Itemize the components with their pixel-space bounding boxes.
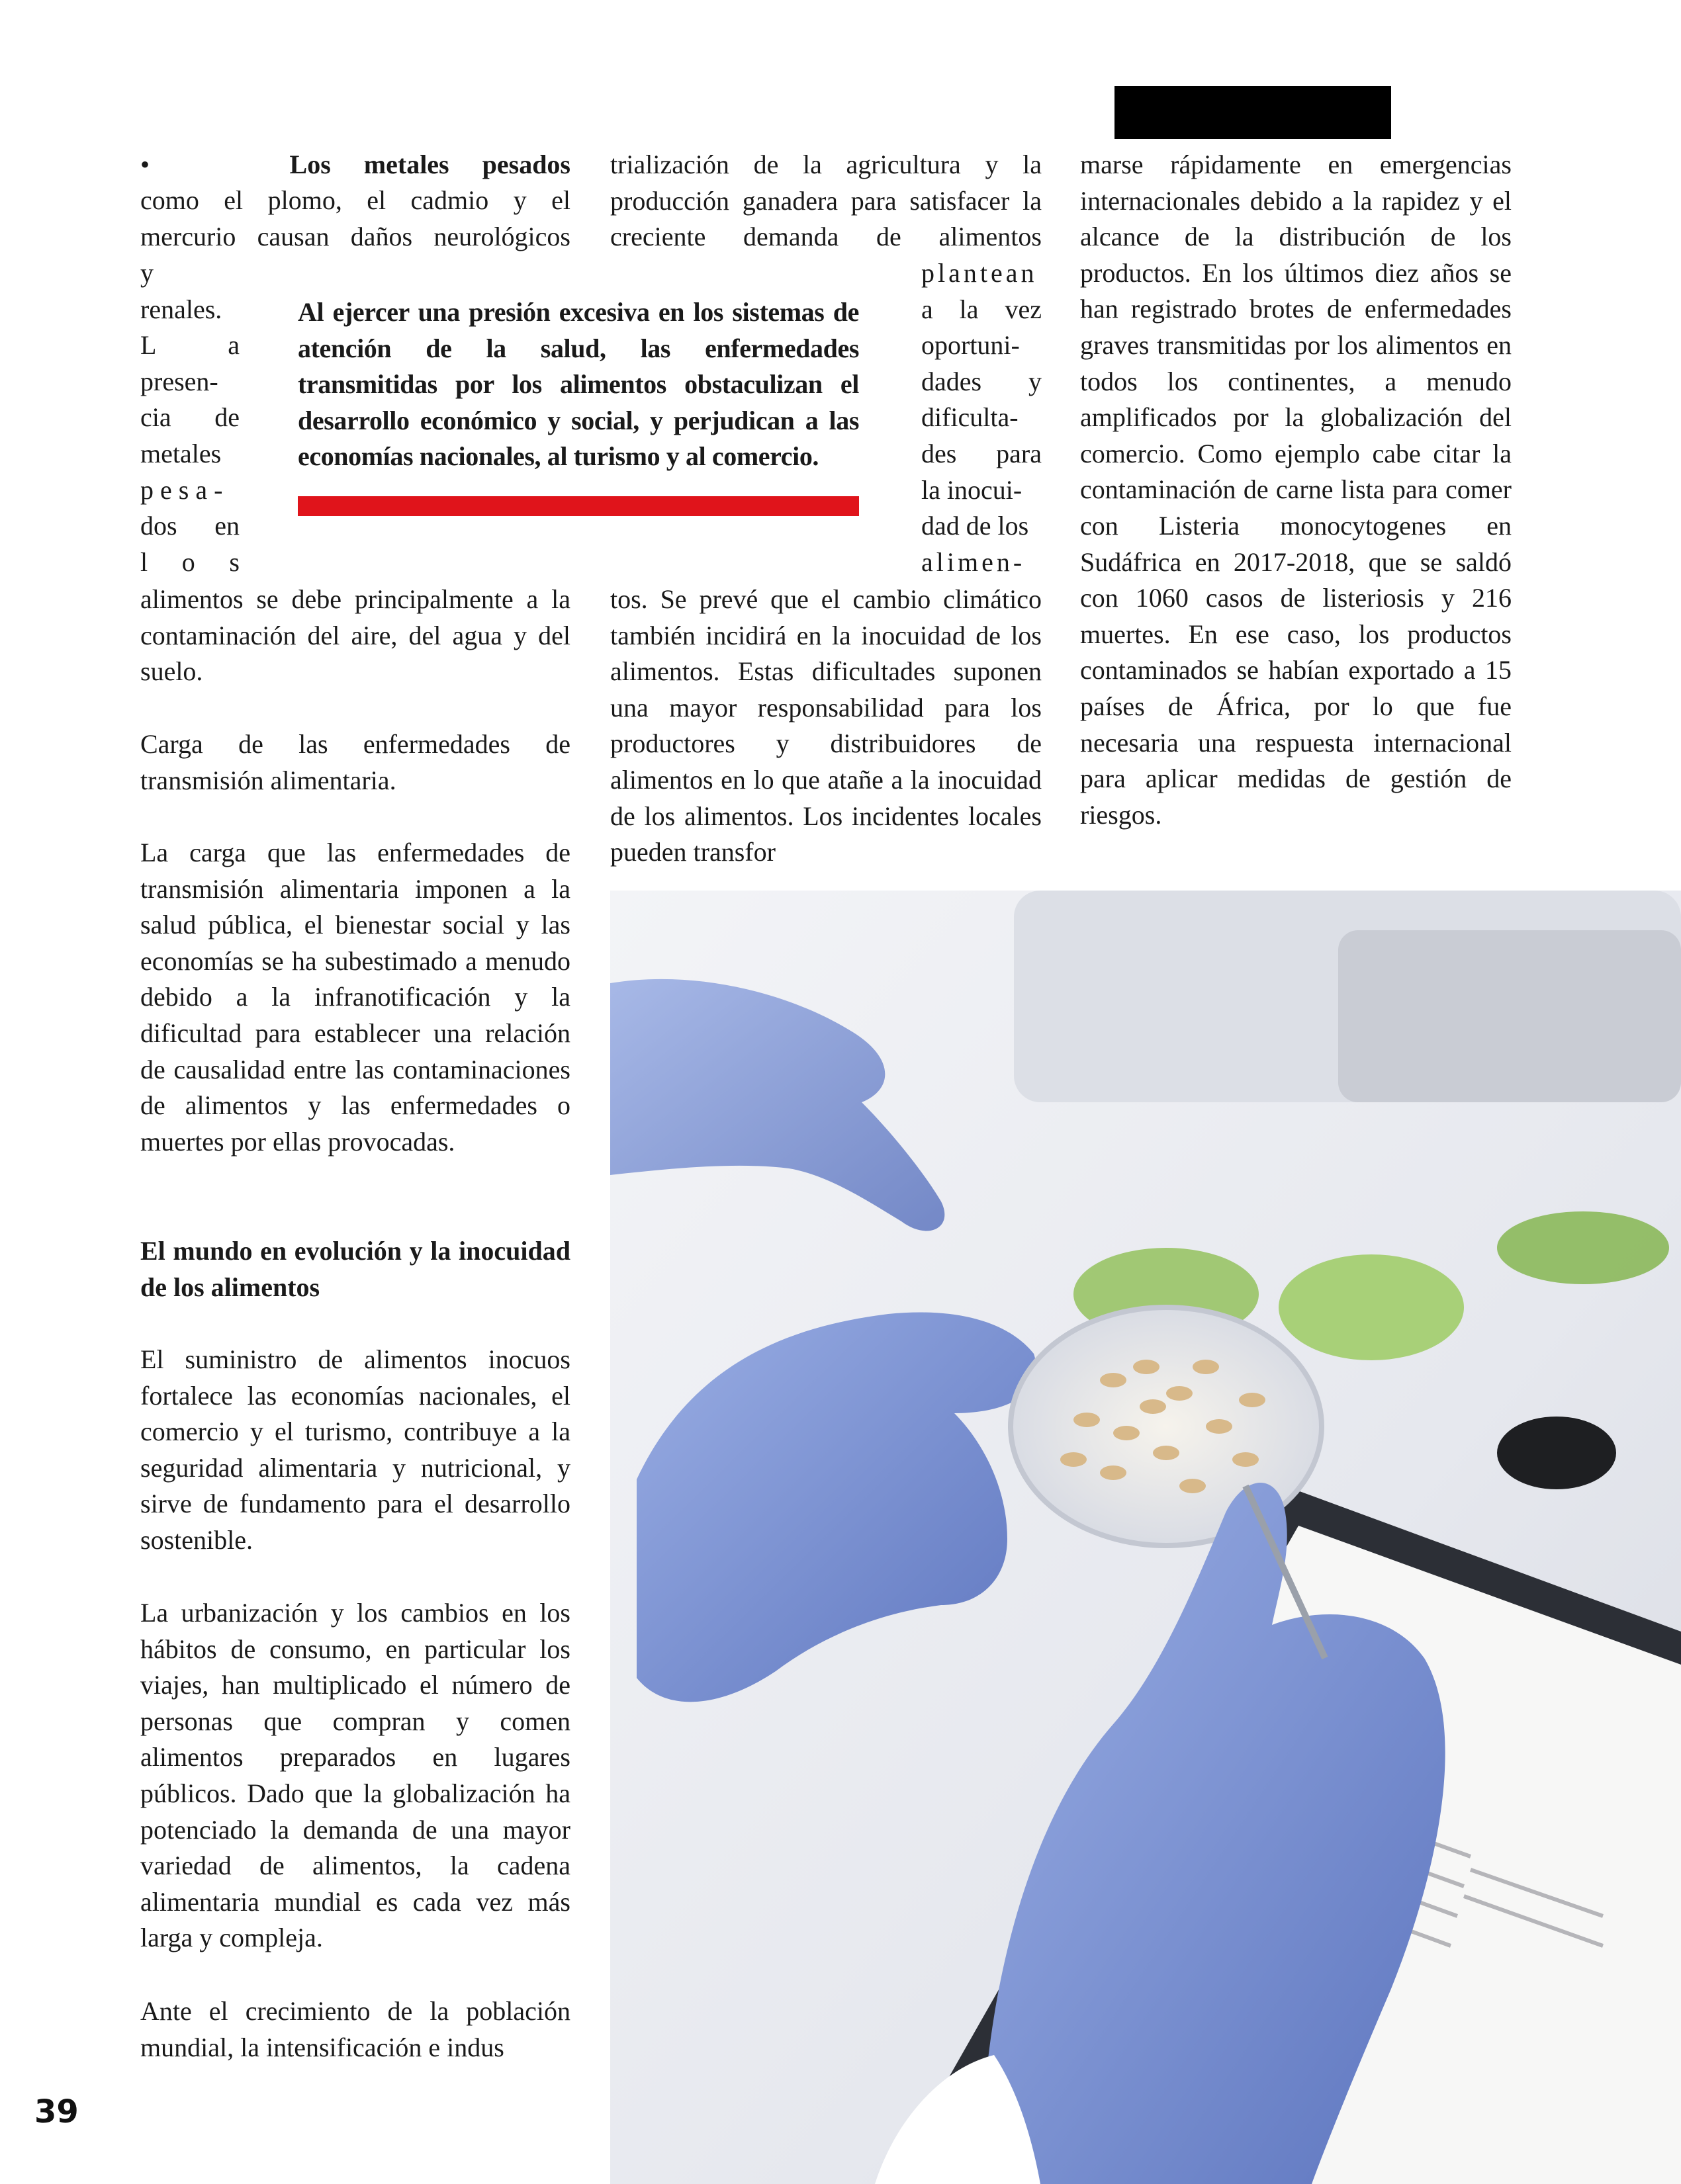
col2-wrap-lines (921, 255, 1042, 580)
lead-bold: Los metales pesados (289, 150, 570, 179)
wrap-line: oportuni- (921, 330, 1020, 361)
wrap-line: plantean (921, 258, 1038, 288)
wrap-line: alimen- (921, 546, 1026, 577)
wrap-line: l o s (140, 546, 240, 577)
wrap-line: dad de los (921, 511, 1029, 541)
wrap-line: L a (140, 330, 240, 361)
col1-bullet-line (140, 147, 570, 183)
col1-wrap-lines (140, 255, 240, 580)
col2-bottom-text: tos. Se prevé que el cambio climático también incidirá en la inocuidad de los alimentos. Estas dificultades suponen una mayor responsabilidad para los productores y distribuidores de alimentos en lo que atañe a la inocuidad de los alimentos. Los incidentes locales pueden transfor (610, 584, 1042, 867)
pull-quote-red-rule (298, 496, 859, 516)
col1-carga-paragraph: La carga que las enfermedades de transmisión alimentaria imponen a la salud pública, el bienestar social y las economías se ha subestimado a menudo debido a la infranotificación y la dificultad para establecer una relación de causalidad entre las contaminaciones de alimentos y las enfermedades o muertes por ellas provocadas. (140, 838, 570, 1157)
col1-carga-title: Carga de las enfermedades de transmisión alimentaria. (140, 729, 570, 795)
wrap-line: renales. (140, 294, 222, 324)
wrap-line: cia de (140, 402, 240, 433)
wrap-line: dos en (140, 511, 240, 541)
col1-crecimiento-paragraph: Ante el crecimiento de la población mundial, la intensificación e indus (140, 1996, 570, 2062)
col3-text: marse rápidamente en emergencias internacionales debido a la rapidez y el alcance de la distribución de los productos. En los últimos diez años se han registrado brotes de enfermedades graves transmitidas por los alimentos en todos los continentes, a menudo amplificados por la globalización del comercio. Como ejemplo cabe citar la contaminación de carne lista para comer con Listeria monocytogenes en Sudáfrica en 2017-2018, que se saldó con 1060 casos de listeriosis y 216 muertes. En ese caso, los productos contaminados se habían exportado a 15 países de África, por lo que fue necesaria una respuesta internacional para aplicar medidas de gestión de riesgos. (1080, 150, 1512, 830)
wrap-line: a la vez (921, 294, 1042, 324)
wrap-line: metales (140, 438, 222, 468)
wrap-line: dades y (921, 366, 1042, 396)
header-black-bar (1114, 86, 1391, 139)
lab-photo-gloved-hands-petri-dish (610, 891, 1681, 2184)
col1-lead-line-2: como el plomo, el cadmio y el (140, 185, 570, 215)
col1-suministro-paragraph: El suministro de alimentos inocuos fortalece las economías nacionales, el comercio y el turismo, contribuye a la seguridad alimentaria y nutricional, y sirve de fundamento para el desarrollo sostenible. (140, 1344, 570, 1555)
col2-top-text: trialización de la agricultura y la producción ganadera para satisfacer la creciente demanda de alimentos (610, 150, 1042, 252)
col1-lead-line-3: mercurio causan daños neurológicos (140, 222, 570, 251)
col1-lead-tail: alimentos se debe principalmente a la contaminación del aire, del agua y del suelo. (140, 584, 570, 687)
wrap-line: presen- (140, 366, 218, 396)
bullet-icon: • (140, 150, 150, 179)
col1-heading-mundo: El mundo en evolución y la inocuidad de los alimentos (140, 1236, 570, 1302)
col1-urbanizacion-paragraph: La urbanización y los cambios en los hábitos de consumo, en particular los viajes, han multiplicado el número de personas que compran y comen alimentos preparados en lugares públicos. Dado que la globalización ha potenciado la demanda de una mayor variedad de alimentos, la cadena alimentaria mundial es cada vez más larga y compleja. (140, 1598, 570, 1953)
pull-quote: Al ejercer una presión excesiva en los sistemas de atención de la salud, las enfermedades transmitidas por los alimentos obstaculizan el desarrollo económico y social, y perjudican a las economías nacionales, al turismo y al comercio. (298, 297, 859, 472)
wrap-line: des para (921, 438, 1042, 468)
page-number: 39 (34, 2093, 79, 2130)
wrap-line: p e s a - (140, 474, 223, 505)
wrap-line: y (140, 258, 154, 288)
wrap-line: la inocui- (921, 474, 1022, 505)
wrap-line: dificulta- (921, 402, 1019, 433)
